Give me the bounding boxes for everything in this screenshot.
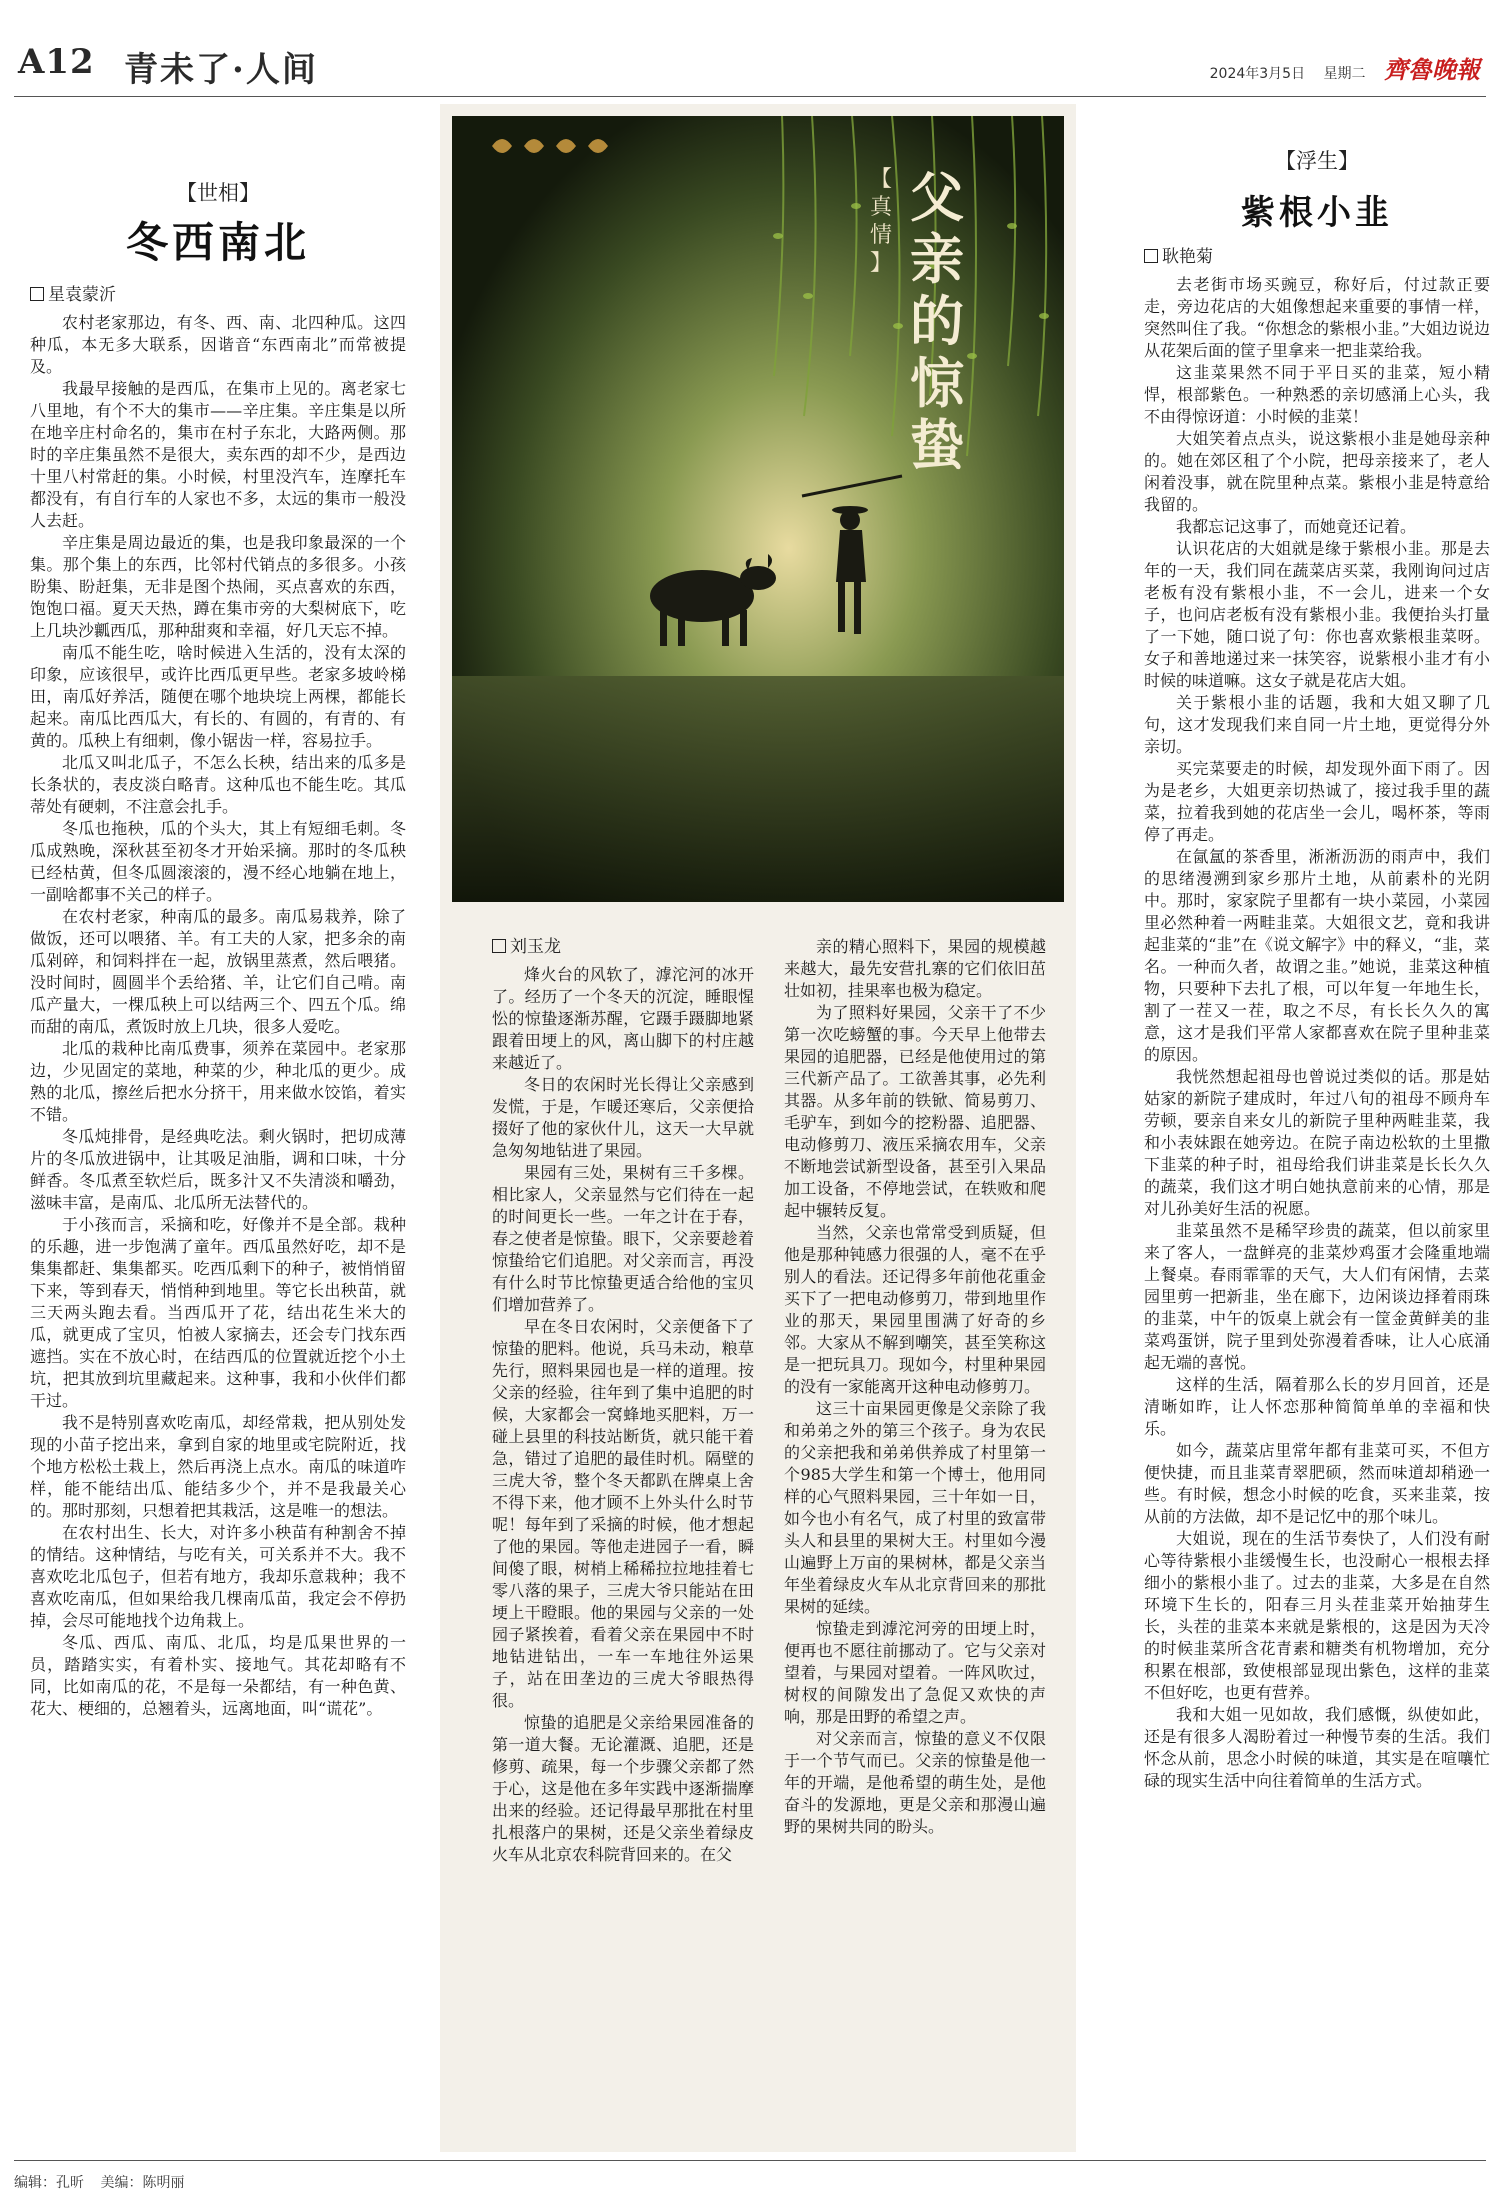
section-title: 青未了·人间	[124, 50, 318, 90]
author-name: 刘玉龙	[510, 937, 561, 957]
article-author	[492, 936, 754, 958]
article-author	[30, 284, 406, 306]
paragraph: 惊蛰走到滹沱河旁的田埂上时，便再也不愿往前挪动了。它与父亲对望着，与果园对望着。一阵风吹过，树杈的间隙发出了急促又欢快的声响，那是田野的希望之声。	[784, 1619, 1046, 1726]
footer-rule	[14, 2160, 1486, 2161]
illustration	[452, 116, 1064, 902]
issue-weekday: 星期二	[1323, 66, 1366, 82]
paragraph: 在农村老家，种南瓜的最多。南瓜易栽养，除了做饭，还可以喂猪、羊。有工夫的人家，把多余的南瓜剁碎，和饲料拌在一起，放锅里蒸煮，然后喂猪。没时间时，圆圆半个丢给猪、羊，让它们自己啃。南瓜产量大，一棵瓜秧上可以结两三个、四五个瓜。绵而甜的南瓜，煮饭时放上几块，很多人爱吃。	[30, 907, 406, 1036]
article-title: 紫根小韭	[1241, 193, 1393, 233]
feature-tag: 【 真 情 】	[869, 167, 892, 276]
article-body	[784, 936, 1046, 1838]
article-body	[492, 964, 754, 1866]
paragraph: 于小孩而言，采摘和吃，好像并不是全部。栽种的乐趣，进一步饱满了童年。西瓜虽然好吃，却不是集集都赶、集集都买。吃西瓜剩下的种子，被悄悄留下来，等到春天，悄悄种到地里。等它长出秧苗，就三天两头跑去看。当西瓜开了花，结出花生米大的瓜，就更成了宝贝，怕被人家摘去，还会专门找东西遮挡。实在不放心时，在结西瓜的位置就近挖个小土坑，把其放到坑里藏起来。这种事，我和小伙伴们都干过。	[30, 1215, 406, 1410]
newspaper-logo: 齊魯晚報	[1384, 55, 1480, 84]
paragraph: 烽火台的风软了，滹沱河的冰开了。经历了一个冬天的沉淀，睡眼惺忪的惊蛰逐渐苏醒，它蹑手蹑脚地紧跟着田埂上的风，离山脚下的村庄越来越近了。	[492, 965, 754, 1072]
paragraph: 辛庄集是周边最近的集，也是我印象最深的一个集。那个集上的东西，比邻村代销点的多很多。小孩盼集、盼赶集，无非是图个热闹，买点喜欢的东西，饱饱口福。夏天天热，蹲在集市旁的大梨树底下，吃上几块沙瓤西瓜，那种甜爽和幸福，好几天忘不掉。	[30, 533, 406, 640]
paragraph: 我不是特别喜欢吃南瓜，却经常栽，把从别处发现的小苗子挖出来，拿到自家的地里或宅院附近，找个地方松松土栽上，然后再浇上点水。南瓜的味道咋样，能不能结出瓜、能结多少个，并不是我最关心的。那时那刻，只想着把其栽活，这是唯一的想法。	[30, 1413, 406, 1520]
paragraph: 韭菜虽然不是稀罕珍贵的蔬菜，但以前家里来了客人，一盘鲜亮的韭菜炒鸡蛋才会隆重地端上餐桌。春雨霏霏的天气，大人们有闲情，去菜园里剪一把新韭，坐在廊下，边闲谈边择着雨珠的韭菜，中午的饭桌上就会有一筐金黄鲜美的韭菜鸡蛋饼，院子里到处弥漫着香味，让人心底涌起无端的喜悦。	[1144, 1221, 1490, 1372]
ox-and-farmer-image	[452, 116, 1064, 902]
paragraph: 我恍然想起祖母也曾说过类似的话。那是姑姑家的新院子建成时，年过八旬的祖母不顾舟车劳顿，要亲自来女儿的新院子里种两畦韭菜，我和小表妹跟在她旁边。在院子南边松软的土里撒下韭菜的种子时，祖母给我们讲韭菜是长长久久的蔬菜，我们这才明白她执意前来的心情，那是对儿孙美好生活的祝愿。	[1144, 1067, 1490, 1218]
paragraph: 认识花店的大姐就是缘于紫根小韭。那是去年的一天，我们同在蔬菜店买菜，我刚询问过店老板有没有紫根小韭，不一会儿，进来一个女子，也问店老板有没有紫根小韭。我便抬头打量了一下她，随口说了句：你也喜欢紫根韭菜呀。女子和善地递过来一抹笑容，说紫根小韭才有小时候的味道嘛。这女子就是花店大姐。	[1144, 539, 1490, 690]
article-middle-col1	[492, 936, 754, 1866]
paragraph: 大姐笑着点点头，说这紫根小韭是她母亲种的。她在郊区租了个小院，把母亲接来了，老人闲着没事，就在院里种点菜。紫根小韭是特意给我留的。	[1144, 429, 1490, 514]
paragraph: 冬瓜、西瓜、南瓜、北瓜，均是瓜果世界的一员，踏踏实实，有着朴实、接地气。其花却略有不同，比如南瓜的花，不是每一朵都结，有一种色黄、花大、梗细的，总翘着头，远离地面，叫“谎花”。	[30, 1633, 406, 1718]
paragraph: 冬瓜炖排骨，是经典吃法。剩火锅时，把切成薄片的冬瓜放进锅中，让其吸足油脂，调和口味，十分鲜香。冬瓜煮至软烂后，既多汁又不失清淡和嚼劲，滋味丰富，是南瓜、北瓜所无法替代的。	[30, 1127, 406, 1212]
byline-box-icon	[30, 287, 44, 301]
byline-box-icon	[1144, 249, 1158, 263]
paragraph: 北瓜的栽种比南瓜费事，须养在菜园中。老家那边，少见固定的菜地，种菜的少，种北瓜的更少。成熟的北瓜，擦丝后把水分挤干，用来做水饺馅，着实不错。	[30, 1039, 406, 1124]
paragraph: 惊蛰的追肥是父亲给果园准备的第一道大餐。无论灌溉、追肥，还是修剪、疏果，每一个步骤父亲都了然于心，这是他在多年实践中逐渐揣摩出来的经验。还记得最早那批在村里扎根落户的果树，还是父亲坐着绿皮火车从北京农科院背回来的。在父	[492, 1713, 754, 1864]
author-name: 星袁蒙沂	[48, 285, 116, 305]
paragraph: 冬日的农闲时光长得让父亲感到发慌，于是，乍暖还寒后，父亲便拾掇好了他的家伙什儿，这天一大早就急匆匆地钻进了果园。	[492, 1075, 754, 1160]
paragraph: 当然，父亲也常常受到质疑，但他是那种钝感力很强的人，毫不在乎别人的看法。还记得多年前他花重金买下了一把电动修剪刀，带到地里作业的那天，果园里围满了好奇的乡邻。大家从不解到嘲笑，甚至笑称这是一把玩具刀。现如今，村里种果园的没有一家能离开这种电动修剪刀。	[784, 1223, 1046, 1396]
paragraph: 亲的精心照料下，果园的规模越来越大，最先安营扎寨的它们依旧茁壮如初，挂果率也极为稳定。	[784, 937, 1046, 1000]
author-name: 耿艳菊	[1162, 247, 1213, 267]
paragraph: 去老街市场买豌豆，称好后，付过款正要走，旁边花店的大姐像想起来重要的事情一样，突然叫住了我。“你想念的紫根小韭。”大姐边说边从花架后面的筐子里拿来一把韭菜给我。	[1144, 275, 1490, 360]
paragraph: 北瓜又叫北瓜子，不怎么长秧，结出来的瓜多是长条状的，表皮淡白略青。这种瓜也不能生吃。其瓜蒂处有硬刺，不注意会扎手。	[30, 753, 406, 816]
paragraph: 早在冬日农闲时，父亲便备下了惊蛰的肥料。他说，兵马未动，粮草先行，照料果园也是一样的道理。按父亲的经验，往年到了集中追肥的时候，大家都会一窝蜂地买肥料，万一碰上县里的科技站断货，就只能干着急，错过了追肥的最佳时机。隔壁的三虎大爷，整个冬天都趴在牌桌上舍不得下来，他才顾不上外头什么时节呢！每年到了采摘的时候，他才想起了他的果园。等他走进园子一看，瞬间傻了眼，树梢上稀稀拉拉地挂着七零八落的果子，三虎大爷只能站在田埂上干瞪眼。他的果园与父亲的一处园子紧挨着，看着父亲在果园中不时地钻进钻出，一车一车地往外运果子，站在田垄边的三虎大爷眼热得很。	[492, 1317, 754, 1710]
editor-credit: 编辑：孔昕	[14, 2175, 84, 2191]
paragraph: 果园有三处，果树有三千多棵。相比家人，父亲显然与它们待在一起的时间更长一些。一年之计在于春，春之使者是惊蛰。眼下，父亲要趁着惊蛰给它们追肥。对父亲而言，再没有什么时节比惊蛰更适合给他的宝贝们增加营养了。	[492, 1163, 754, 1314]
paragraph: 冬瓜也拖秧，瓜的个头大，其上有短细毛刺。冬瓜成熟晚，深秋甚至初冬才开始采摘。那时的冬瓜秧已经枯黄，但冬瓜圆滚滚的，漫不经心地躺在地上，一副啥都事不关己的样子。	[30, 819, 406, 904]
header-rule	[14, 96, 1486, 97]
paragraph: 买完菜要走的时候，却发现外面下雨了。因为是老乡，大姐更亲切热诚了，接过我手里的蔬菜，拉着我到她的花店坐一会儿，喝杯茶，等雨停了再走。	[1144, 759, 1490, 844]
paragraph: 我都忘记这事了，而她竟还记着。	[1176, 517, 1417, 536]
paragraph: 为了照料好果园，父亲干了不少第一次吃螃蟹的事。今天早上他带去果园的追肥器，已经是他使用过的第三代新产品了。工欲善其事，必先利其器。从多年前的铁锨、简易剪刀、毛驴车，到如今的挖粉器、追肥器、电动修剪刀、液压采摘农用车，父亲不断地尝试新型设备，甚至引入果品加工设备，不停地尝试，在轶败和爬起中辗转反复。	[784, 1003, 1046, 1220]
paragraph: 在农村出生、长大，对许多小秧苗有种割舍不掉的情结。这种情结，与吃有关，可关系并不大。我不喜欢吃北瓜包子，但若有地方，我却乐意栽种；我不喜欢吃南瓜，但如果给我几棵南瓜苗，我定会不停扔掉，会尽可能地找个边角栽上。	[30, 1523, 406, 1630]
paragraph: 对父亲而言，惊蛰的意义不仅限于一个节气而已。父亲的惊蛰是他一年的开端，是他希望的萌生处，是他奋斗的发源地，更是父亲和那漫山遍野的果树共同的盼头。	[784, 1729, 1046, 1836]
paragraph: 大姐说，现在的生活节奏快了，人们没有耐心等待紫根小韭缓慢生长，也没耐心一根根去择细小的紫根小韭了。过去的韭菜，大多是在自然环境下生长的，阳春三月头茬韭菜开始抽芽生长，头茬的韭菜本来就是紫根的，这是因为天冷的时候韭菜所含花青素和糖类有机物增加，充分积累在根部，致使根部显现出紫色，这样的韭菜不但好吃，也更有营养。	[1144, 1529, 1490, 1702]
page-header	[14, 40, 1486, 96]
paragraph: 这韭菜果然不同于平日买的韭菜，短小精悍，根部紫色。一种熟悉的亲切感涌上心头，我不由得惊讶道：小时候的韭菜！	[1144, 363, 1490, 426]
paragraph: 南瓜不能生吃，啥时候进入生活的，没有太深的印象，应该很早，或许比西瓜更早些。老家多坡岭梯田，南瓜好养活，随便在哪个地块垸上两棵，都能长起来。南瓜比西瓜大，有长的、有圆的，有青的、有黄的。瓜秧上有细刺，像小锯齿一样，容易拉手。	[30, 643, 406, 750]
paragraph: 这样的生活，隔着那么长的岁月回首，还是清晰如昨，让人怀恋那种简简单单的幸福和快乐。	[1144, 1375, 1490, 1438]
paragraph: 我和大姐一见如故，我们感慨，纵使如此，还是有很多人渴盼着过一种慢节奏的生活。我们怀念从前，思念小时候的味道，其实是在喧嚷忙碌的现实生活中向往着简单的生活方式。	[1144, 1705, 1490, 1790]
designer-credit: 美编：陈明丽	[100, 2175, 185, 2191]
paragraph: 关于紫根小韭的话题，我和大姐又聊了几句，这才发现我们来自同一片土地，更觉得分外亲切。	[1144, 693, 1490, 756]
article-author	[1144, 246, 1490, 268]
paragraph: 这三十亩果园更像是父亲除了我和弟弟之外的第三个孩子。身为农民的父亲把我和弟弟供养成了村里第一个985大学生和第一个博士，他用同样的心气照料果园，三十年如一日，如今也小有名气，成了村里的致富带头人和县里的果树大王。村里如今漫山遍野上万亩的果树林，都是父亲当年坐着绿皮火车从北京背回来的那批果树的延续。	[784, 1399, 1046, 1616]
article-body	[1144, 274, 1490, 1792]
paragraph: 农村老家那边，有冬、西、南、北四种瓜。这四种瓜，本无多大联系，因谐音“东西南北”而常被提及。	[30, 313, 406, 376]
article-title: 冬西南北	[125, 218, 310, 267]
issue-date: 2024年3月5日	[1209, 66, 1306, 82]
page-number: A12	[18, 42, 95, 82]
article-tag: 【浮生】	[1275, 149, 1359, 173]
feature-title: 父 亲 的 惊 蛰	[910, 165, 964, 477]
article-right	[1144, 150, 1490, 1792]
paragraph: 如今，蔬菜店里常年都有韭菜可买，不但方便快捷，而且韭菜青翠肥硕，然而味道却稍逊一些。有时候，想念小时候的吃食，买来韭菜，按从前的方法做，却不是记忆中的那个味儿。	[1144, 1441, 1490, 1526]
article-middle-col2	[784, 936, 1046, 1838]
article-tag: 【世相】	[176, 181, 260, 205]
article-left	[30, 182, 406, 1720]
paragraph: 在氤氲的茶香里，淅淅沥沥的雨声中，我们的思绪漫溯到家乡那片土地，从前素朴的光阴中。那时，家家院子里都有一块小菜园，小菜园里必然种着一两畦韭菜。大姐很文艺，竟和我讲起韭菜的“韭”在《说文解字》中的释义，“韭，菜名。一种而久者，故谓之韭。”她说，韭菜这种植物，只要种下去扎了根，可以年复一年地生长，割了一茬又一茬，取之不尽，有长长久久的寓意，这才是我们平常人家都喜欢在院子里种韭菜的原因。	[1144, 847, 1490, 1064]
byline-box-icon	[492, 939, 506, 953]
page-footer	[14, 2172, 196, 2192]
header-meta	[1196, 50, 1480, 85]
article-body	[30, 312, 406, 1720]
paragraph: 我最早接触的是西瓜，在集市上见的。离老家七八里地，有个不大的集市——辛庄集。辛庄集是以所在地辛庄村命名的，集市在村子东北，大路两侧。那时的辛庄集虽然不是很大，卖东西的却不少，是西边十里八村常赶的集。小时候，村里没汽车，连摩托车都没有，有自行车的人家也不多，太远的集市一般没人去赶。	[30, 379, 406, 530]
